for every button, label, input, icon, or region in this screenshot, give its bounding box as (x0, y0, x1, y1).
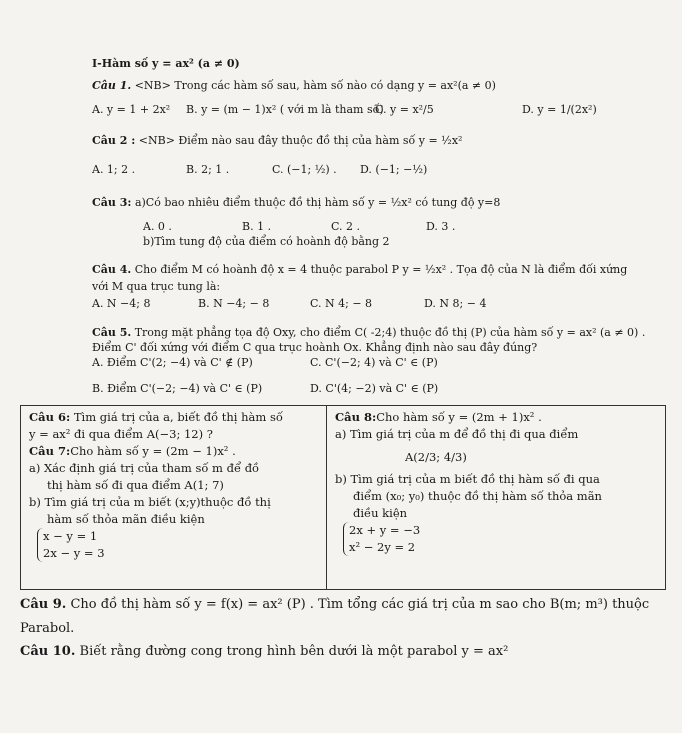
q3-option-a: A. 0 . (143, 220, 172, 233)
q7-a-1: a) Xác định giá trị của tham số m để đồ (29, 461, 260, 475)
q3-part-b: b)Tìm tung độ của điểm có hoành độ bằng 2 (143, 235, 390, 248)
q7-system (37, 528, 105, 562)
q5-text-cont: Điểm C' đối xứng với điểm C qua trục hoành Ox. Khẳng định nào sau đây đúng? (92, 341, 538, 354)
q2-stem (92, 134, 462, 147)
q1-option-c: C. y = x²/5 (375, 103, 434, 116)
q3-text: a)Có bao nhiêu điểm thuộc đồ thị hàm số y = ½x² có tung độ y=8 (134, 196, 501, 209)
q4-option-d: D. N 8; − 4 (424, 297, 487, 310)
section-header: I-Hàm số y = ax² (a ≠ 0) (92, 57, 240, 70)
q7-system-eq-2: 2x − y = 3 (43, 546, 105, 560)
q3-option-c: C. 2 . (331, 220, 361, 233)
q1-option-a: A. y = 1 + 2x² (92, 103, 171, 116)
q3-option-d: D. 3 . (426, 220, 456, 233)
table-divider (326, 406, 327, 589)
q2-option-c: C. (−1; ½) . (272, 163, 337, 176)
q8-b-1: b) Tìm giá trị của m biết đồ thị hàm số đi qua (335, 472, 600, 486)
q7-title: Câu 7: (29, 444, 71, 458)
q8-a-2: A(2/3; 4/3) (405, 450, 467, 464)
q8-text-1: Cho hàm số y = (2m + 1)x² . (376, 410, 542, 424)
q4-title: Câu 4. (92, 263, 132, 276)
q7-text-1: Cho hàm số y = (2m − 1)x² . (70, 444, 236, 458)
q3-option-b: B. 1 . (242, 220, 272, 233)
q6-text-1: Tìm giá trị của a, biết đồ thị hàm số (73, 410, 283, 424)
q5-title: Câu 5. (92, 326, 132, 339)
q4-text: Cho điểm M có hoành độ x = 4 thuộc parabol P y = ½x² . Tọa độ của N là điểm đối xứng (134, 263, 628, 276)
q8-system (343, 522, 420, 556)
q2-option-b: B. 2; 1 . (186, 163, 230, 176)
q5-stem (92, 326, 645, 339)
q3-title: Câu 3: (92, 196, 132, 209)
q6-title: Câu 6: (29, 410, 71, 424)
q5-option-a: A. Điểm C'(2; −4) và C' ∉ (P) (92, 356, 253, 369)
q9-title: Câu 9. (20, 597, 67, 612)
q4-option-a: A. N −4; 8 (92, 297, 151, 310)
q7-a-2: thị hàm số đi qua điểm A(1; 7) (47, 478, 224, 492)
q8-b-2: điểm (x₀; y₀) thuộc đồ thị hàm số thỏa mãn (353, 489, 602, 503)
q10-text: Biết rằng đường cong trong hình bên dưới là một parabol y = ax² (79, 644, 509, 659)
q5-option-c: C. C'(−2; 4) và C' ∈ (P) (310, 356, 438, 369)
q4-option-c: C. N 4; − 8 (310, 297, 373, 310)
q8-line-1 (335, 409, 661, 426)
q1-option-b: B. y = (m − 1)x² ( với m là tham số) (186, 103, 384, 116)
q1-text: <NB> Trong các hàm số sau, hàm số nào có dạng y = ax²(a ≠ 0) (134, 79, 496, 92)
q8-system-eq-2: x² − 2y = 2 (349, 540, 416, 554)
q2-text: <NB> Điểm nào sau đây thuộc đồ thị của hàm số y = ½x² (138, 134, 463, 147)
q1-title: Câu 1. (92, 79, 132, 92)
q8-system-eq-1: 2x + y = −3 (349, 523, 421, 537)
q10-title: Câu 10. (20, 644, 76, 659)
q2-title: Câu 2 : (92, 134, 136, 147)
q9-text-cont: Parabol. (20, 621, 75, 636)
q7-system-eq-1: x − y = 1 (43, 529, 98, 543)
q5-text: Trong mặt phẳng tọa độ Oxy, cho điểm C( -2;4) thuộc đồ thị (P) của hàm số y = ax² (a ≠ 0) . (134, 326, 646, 339)
q1-stem (92, 79, 496, 92)
q5-option-b: B. Điểm C'(−2; −4) và C' ∈ (P) (92, 382, 263, 395)
q8-b-3: điều kiện (353, 506, 408, 520)
table-right-cell (335, 409, 661, 556)
q8-a-1: a) Tìm giá trị của m để đồ thị đi qua điểm (335, 427, 579, 441)
q4-stem (92, 263, 627, 276)
q9-stem (20, 597, 649, 613)
q6-text-2: y = ax² đi qua điểm A(−3; 12) ? (29, 427, 213, 441)
table-left-cell (29, 409, 321, 562)
questions-table (20, 405, 666, 590)
q5-option-d: D. C'(4; −2) và C' ∈ (P) (310, 382, 439, 395)
q3-stem (92, 196, 500, 209)
q8-title: Câu 8: (335, 410, 377, 424)
q2-option-d: D. (−1; −½) (360, 163, 428, 176)
q4-text-cont: với M qua trục tung là: (92, 280, 221, 293)
q9-text: Cho đồ thị hàm số y = f(x) = ax² (P) . Tìm tổng các giá trị của m sao cho B(m; m³) thuộc (70, 597, 650, 612)
q1-option-d: D. y = 1/(2x²) (522, 103, 597, 116)
q4-option-b: B. N −4; − 8 (198, 297, 270, 310)
q2-option-a: A. 1; 2 . (92, 163, 136, 176)
q7-b-2: hàm số thỏa mãn điều kiện (47, 512, 205, 526)
q10-stem (20, 644, 508, 660)
q7-line-1 (29, 443, 321, 460)
q7-b-1: b) Tìm giá trị của m biết (x;y)thuộc đồ thị (29, 495, 271, 509)
q6-line-1 (29, 409, 321, 426)
